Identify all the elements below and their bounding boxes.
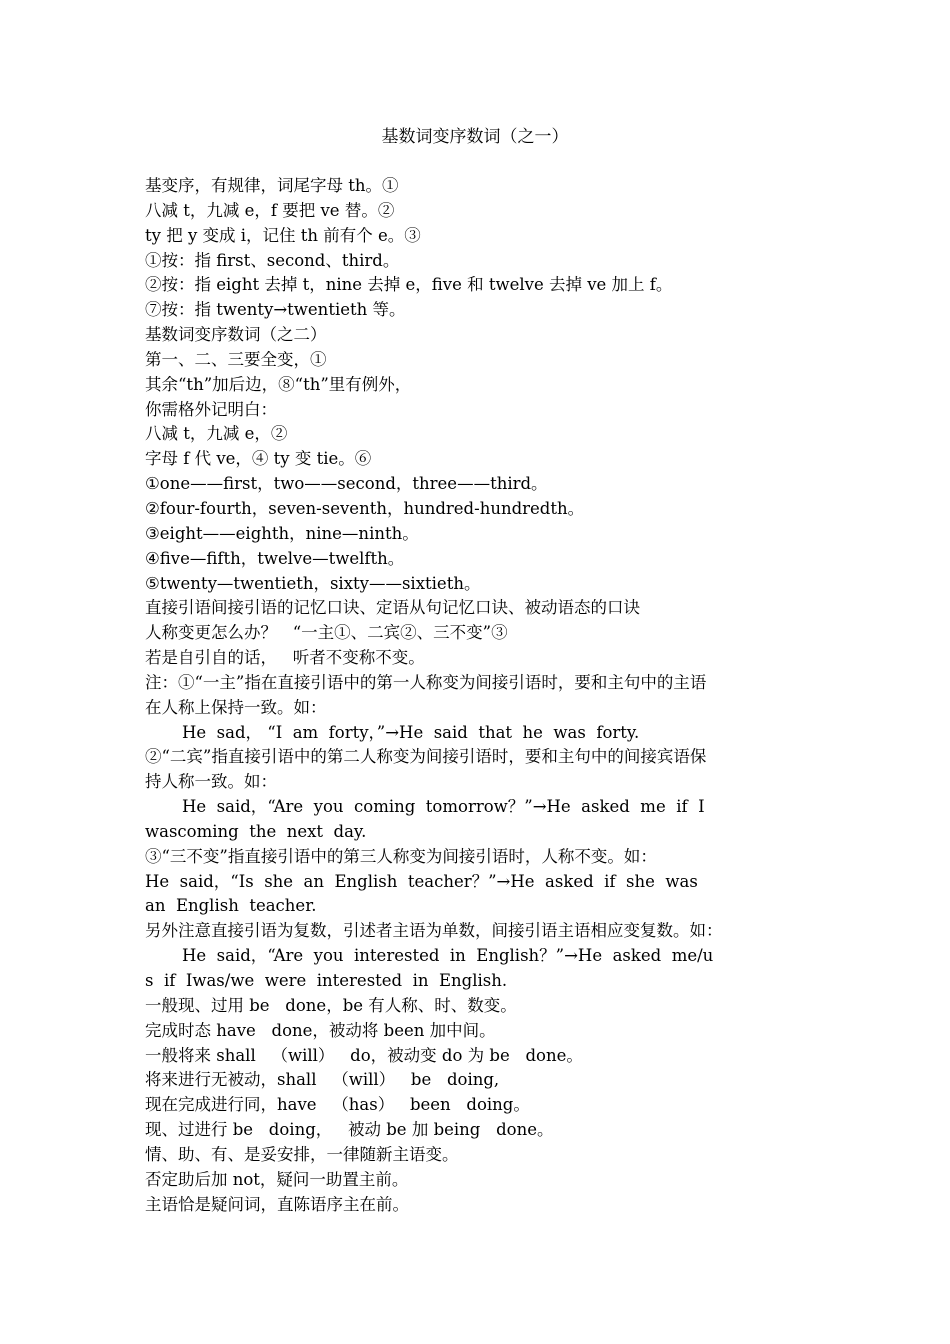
text-line: ①one——first，two——second，three——third。 [145,474,548,494]
text-line: ④five—fifth，twelve—twelfth。 [145,548,405,568]
example-line: an English teacher. [145,896,317,916]
document-body [145,174,809,1217]
text-line: 你需格外记明白： [145,399,277,419]
text-line: 基变序，有规律，词尾字母 th。① [145,176,399,195]
text-line: 情、助、有、是妥安排，一律随新主语变。 [145,1144,459,1164]
text-line: ②four-fourth，seven-seventh，hundred-hundredth。 [145,498,585,518]
text-line: 一般现、过用 be done，be 有人称、时、数变。 [145,995,517,1015]
text-line: ①按：指 first、second、third。 [145,250,400,270]
example-line: He said，“Are you coming tomorrow？”→He asked me if I [182,797,705,817]
text-line: 八减 t，九减 e，f 要把 ve 替。② [145,200,395,220]
text-line: 否定助后加 not，疑问一助置主前。 [145,1169,409,1189]
section-heading: 直接引语间接引语的记忆口诀、定语从句记忆口诀、被动语态的口诀 [145,598,640,618]
text-line: 字母 f 代 ve，④ ty 变 tie。⑥ [145,449,372,469]
document-title: 基数词变序数词（之一） [381,127,569,147]
text-line: 人称变更怎么办？ “一主①、二宾②、三不变”③ [145,623,508,643]
text-line: 在人称上保持一致。如： [145,697,327,717]
example-line: wascoming the next day. [145,821,367,841]
text-line: 持人称一致。如： [145,772,277,792]
text-line: ⑤twenty—twentieth，sixty——sixtieth。 [145,573,481,593]
text-line: 八减 t，九减 e，② [145,424,288,444]
text-line: 第一、二、三要全变，① [145,349,327,369]
text-line: ②“二宾”指直接引语中的第二人称变为间接引语时，要和主句中的间接宾语保 [145,747,707,767]
example-line: He said，“Are you interested in English？”→He asked me/u [182,946,714,966]
text-line: 其余“th”加后边，⑧“th”里有例外， [145,374,412,394]
text-line: ③eight——eighth，nine—ninth。 [145,523,419,543]
text-line: ⑦按：指 twenty→twentieth 等。 [145,300,406,320]
example-line: s if Iwas/we were interested in English. [145,971,508,990]
text-line: ②按：指 eight 去掉 t，nine 去掉 e，five 和 twelve 去掉 ve 加上 f。 [145,275,673,295]
text-line: 另外注意直接引语为复数，引述者主语为单数，间接引语主语相应变复数。如： [145,921,723,941]
text-line: ty 把 y 变成 i，记住 th 前有个 e。③ [145,225,421,245]
text-line: 若是自引自的话， 听者不变称不变。 [145,648,425,668]
text-line: 完成时态 have done，被动将 been 加中间。 [145,1020,496,1040]
section-heading: 基数词变序数词（之二） [145,325,327,345]
example-line: He sad， “I am forty，”→He said that he was forty. [182,722,640,742]
text-line: 主语恰是疑问词，直陈语序主在前。 [145,1194,409,1214]
text-line: 注：①“一主”指在直接引语中的第一人称变为间接引语时，要和主句中的主语 [145,672,707,692]
text-line: 现在完成进行同，have （has） been doing。 [145,1095,530,1115]
example-line: He said，“Is she an English teacher？”→He asked if she was [145,871,698,891]
text-line: 将来进行无被动，shall （will） be doing, [145,1070,500,1090]
text-line: 一般将来 shall （will） do，被动变 do 为 be done。 [145,1045,583,1065]
text-line: 现、过进行 be doing， 被动 be 加 being done。 [145,1120,554,1140]
text-line: ③“三不变”指直接引语中的第三人称变为间接引语时，人称不变。如： [145,846,657,866]
